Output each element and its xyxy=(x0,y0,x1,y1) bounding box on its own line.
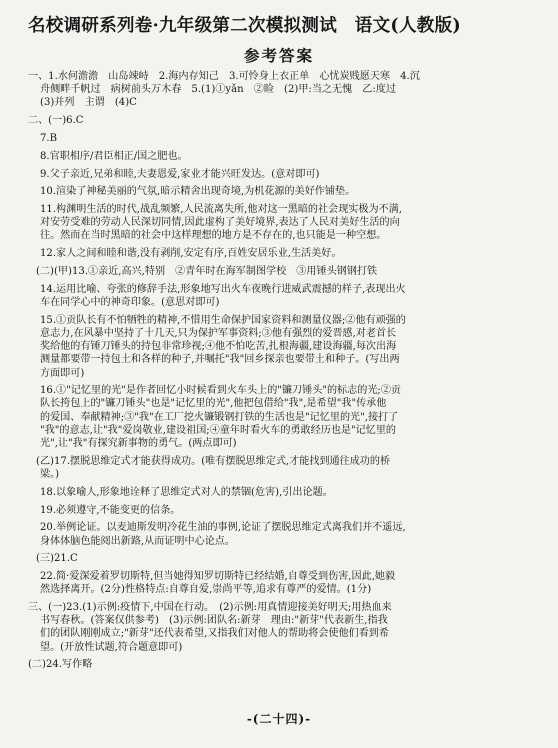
answer-line: 身体体脑色能阅出新路,从而证明中心论点。 xyxy=(40,535,235,547)
answer-line: 18.以象喻人,形象地诠释了思维定式对人的禁锢(危害),引出论题。 xyxy=(40,486,333,498)
answer-body xyxy=(28,70,543,672)
answer-line: 往。然而在当时黑暗的社会中这样理想的地方是不存在的,也只能是一种空想。 xyxy=(40,230,387,242)
page-number: -(二十四)- xyxy=(246,712,312,726)
page-title: 名校调研系列卷·九年级第二次模拟测试 语文(人教版) xyxy=(28,16,461,36)
answer-line: 队长挎包上的"镰刀锤头"也是"记忆里的光",他把包借给"我",是希望"我"传承他 xyxy=(40,398,387,410)
answer-line: 的爱国、奉献精神;③"我"在工厂挖火镰锻钢打铁的生活也是"记忆里的光",接打了 xyxy=(40,411,399,423)
answer-line: 车在同学心中的神奇印象。(意思对即可) xyxy=(40,296,220,308)
answer-line: 对安劳受难的劳动人民深切同情,因此虚构了美好境界,表达了人民对美好生活的向 xyxy=(40,217,400,229)
answer-line: (二)(甲)13.①亲近,高兴,特别 ②青年时在海军制图学校 ③用锤头钢钢打铁 xyxy=(36,266,378,277)
answer-line: 三、(一)23.(1)示例:疫情下,中国在行动。 (2)示例:用真情迎接美好明天;用热血来 xyxy=(28,602,392,614)
answer-line: 20.举例论证。以麦迪斯发明冷花生油的事例,论证了摆脱思维定式离我们并不遥远, xyxy=(40,522,406,534)
answer-line: (二)24.写作略 xyxy=(28,659,93,671)
answer-line: "我"的意志,让"我"爱岗敬业,建设祖国;④童年时看火车的勇敢经历也是"记忆里的 xyxy=(40,424,397,436)
answer-line: 14.运用比喻、夸张的修辞手法,形象地写出火车夜晚行进威武震撼的样子,表现出火 xyxy=(40,283,406,295)
answer-line: 望。(开放性试题,符合题意即可) xyxy=(40,641,183,653)
answer-line: 7.B xyxy=(40,132,58,144)
answer-line: 然选择离开。(2分)性格特点:自尊自爱,崇尚平等,追求有尊严的爱情。(1分) xyxy=(40,584,372,596)
answer-line: 测量都要带一持包土和各样的种子,并嘱托"我"回乡探亲也要带土和种子。(写出两 xyxy=(40,354,400,366)
answer-line: 12.家人之间和睦和谐,没有剥削,安定有序,百姓安居乐业,生活美好。 xyxy=(40,248,342,260)
answer-line: 二、(一)6.C xyxy=(28,115,84,127)
answer-line: (3)并列 主谓 (4)C xyxy=(40,97,137,109)
answer-line: 22.简·爱深爱着罗切斯特,但当她得知罗切斯特已经结婚,自尊受到伤害,因此,她毅 xyxy=(40,571,396,583)
answer-line: 16.①"记忆里的光"是作者回忆小时候看到火车头上的"镰刀锤头"的标志的光;②贡 xyxy=(40,385,402,397)
answer-line: (乙)17.摆脱思维定式才能获得成功。(唯有摆脱思维定式,才能找到通往成功的桥 xyxy=(36,455,391,467)
answer-line: 舟侧畔千帆过 病树前头万木春 5.(1)①yǎn ②睑 (2)甲:当之无愧 乙:度过 xyxy=(40,84,396,96)
answer-line: 8.官职相序/君臣相正/国之肥也。 xyxy=(40,150,188,162)
answer-line: 书写春秋。(答案仅供参考) (3)示例:团队名:新芽 理由:"新芽"代表新生,指我 xyxy=(40,615,388,627)
answer-line: 19.必须遵守,不能变更的信条。 xyxy=(40,504,181,516)
answer-line: 方面即可) xyxy=(40,367,85,379)
answer-line: (三)21.C xyxy=(36,553,78,565)
answer-line: 意志力,在风暴中坚持了十几天,只为保护军事资料;③他有强烈的爱晋感,对老首长 xyxy=(40,327,397,339)
answer-line: 们的团队刚刚成立;"新芽"还代表希望,又指我们对他人的帮助将会使他们看到希 xyxy=(40,628,389,640)
answer-line: 9.父子亲近,兄弟和睦,夫妻恩爱,家业才能兴旺发达。(意对即可) xyxy=(40,168,320,180)
answer-line: 梁。) xyxy=(40,469,60,480)
answer-line: 一、1.水何澹澹 山岛竦峙 2.海内存知己 3.可怜身上衣正单 心忧炭贱愿天寒 4.沉 xyxy=(28,71,420,82)
answer-line: 奖给他的有锤刀锤头的持包非常珍视;④他不怕吃苦,扎根海疆,建设海疆,每次出海 xyxy=(40,341,397,353)
answer-line: 15.①贡队长有不怕牺牲的精神,不惜用生命保护国家资料和测量仪器;②他有顽强的 xyxy=(40,314,406,326)
answer-line: 光",让"我"有探究新事物的勇气。(两点即可) xyxy=(40,438,237,450)
answer-line: 10.渲染了神秘美丽的气氛,暗示精舍出现奇境,为机花源的美好作铺垫。 xyxy=(40,186,356,198)
page-subtitle: 参考答案 xyxy=(243,46,314,65)
answer-line: 11.构渊明生活的时代,战乱频繁,人民流离失所,他对这一黑暗的社会现实极为不满, xyxy=(40,204,402,216)
